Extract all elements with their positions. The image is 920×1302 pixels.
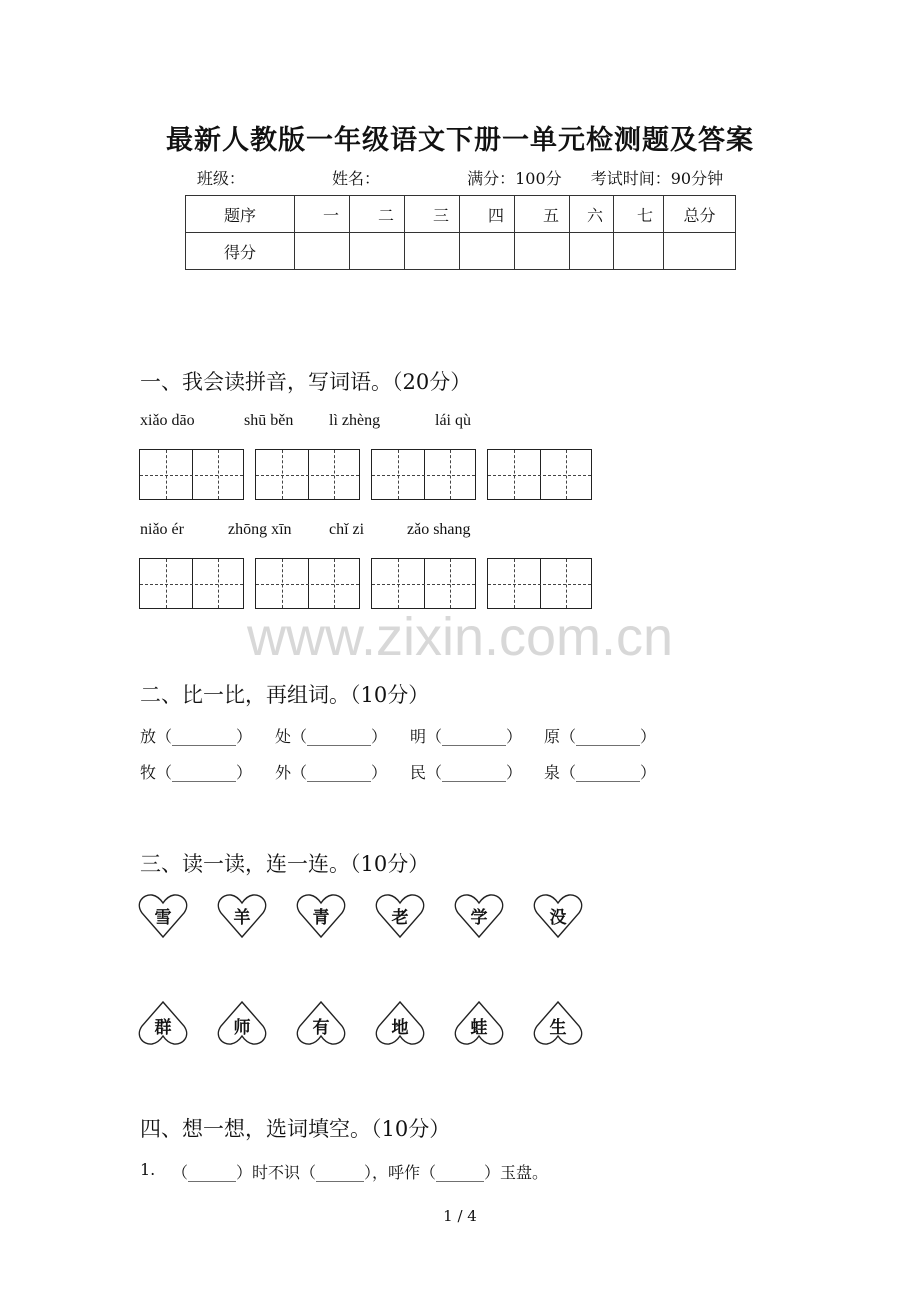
heart-char: 蛙 <box>470 1018 488 1038</box>
score-table <box>185 195 736 270</box>
score-cell[interactable] <box>295 233 350 270</box>
fill-blank-question[interactable]: （______）时不识（______），呼作（______）玉盘。 <box>172 1163 549 1182</box>
heart-char: 青 <box>312 908 330 928</box>
score-cell[interactable] <box>515 233 570 270</box>
writing-grid[interactable] <box>139 449 244 500</box>
heart-char: 雪 <box>154 908 172 928</box>
compare-item[interactable]: 牧（________） <box>140 763 253 782</box>
score-cell[interactable] <box>350 233 405 270</box>
heart-card-top[interactable] <box>533 893 583 939</box>
compare-item[interactable]: 民（________） <box>410 763 523 782</box>
col-3: 三 <box>405 196 460 233</box>
score-cell[interactable] <box>460 233 515 270</box>
page-title: 最新人教版一年级语文下册一单元检测题及答案 <box>166 125 754 156</box>
compare-item[interactable]: 放（________） <box>140 727 253 746</box>
heart-card-top[interactable] <box>217 893 267 939</box>
writing-grid[interactable] <box>371 558 476 609</box>
section3-heading: 三、读一读，连一连。（10分） <box>140 852 430 876</box>
pinyin-label: chǐ zi <box>329 521 365 538</box>
score-table-header-row <box>186 196 736 233</box>
heart-char: 老 <box>391 908 409 928</box>
writing-grid[interactable] <box>255 558 360 609</box>
writing-grid[interactable] <box>255 449 360 500</box>
score-cell[interactable] <box>570 233 614 270</box>
pinyin-label: shū běn <box>244 412 294 429</box>
question-number: 1. <box>140 1160 156 1179</box>
section4-heading: 四、想一想，选词填空。（10分） <box>140 1117 451 1141</box>
pinyin-label: zhōng xīn <box>228 521 292 538</box>
col-6: 六 <box>570 196 614 233</box>
heart-card-bottom[interactable] <box>296 1000 346 1046</box>
class-label: 班级： <box>196 169 245 188</box>
writing-grid[interactable] <box>139 558 244 609</box>
heart-char: 羊 <box>233 908 251 928</box>
pinyin-label: niǎo ér <box>140 521 184 538</box>
writing-grid[interactable] <box>487 558 592 609</box>
col-5: 五 <box>515 196 570 233</box>
score-cell[interactable] <box>614 233 664 270</box>
pinyin-label: lì zhèng <box>329 412 381 429</box>
compare-item[interactable]: 外（________） <box>275 763 388 782</box>
heart-card-top[interactable] <box>375 893 425 939</box>
heart-char: 群 <box>154 1018 172 1038</box>
heart-card-top[interactable] <box>138 893 188 939</box>
full-score: 满分：100分 <box>467 169 562 188</box>
score-cell[interactable] <box>664 233 736 270</box>
heart-card-bottom[interactable] <box>138 1000 188 1046</box>
exam-info <box>0 166 920 189</box>
pinyin-label: xiǎo dāo <box>140 412 195 429</box>
writing-grid[interactable] <box>371 449 476 500</box>
compare-item[interactable]: 明（________） <box>410 727 523 746</box>
heart-card-bottom[interactable] <box>533 1000 583 1046</box>
col-total: 总分 <box>664 196 736 233</box>
col-2: 二 <box>350 196 405 233</box>
heart-card-bottom[interactable] <box>454 1000 504 1046</box>
row-label-order: 题序 <box>186 196 295 233</box>
heart-char: 师 <box>233 1018 251 1038</box>
exam-time: 考试时间：90分钟 <box>590 169 724 188</box>
compare-item[interactable]: 处（________） <box>275 727 388 746</box>
col-1: 一 <box>295 196 350 233</box>
heart-char: 地 <box>391 1018 409 1038</box>
compare-item[interactable]: 原（________） <box>544 727 657 746</box>
section2-heading: 二、比一比，再组词。（10分） <box>140 683 430 707</box>
heart-char: 没 <box>549 908 567 928</box>
pinyin-label: lái qù <box>435 412 471 429</box>
writing-grid[interactable] <box>487 449 592 500</box>
watermark: www.zixin.com.cn <box>246 607 674 667</box>
heart-card-top[interactable] <box>296 893 346 939</box>
heart-char: 学 <box>470 908 488 928</box>
heart-card-top[interactable] <box>454 893 504 939</box>
score-cell[interactable] <box>405 233 460 270</box>
col-4: 四 <box>460 196 515 233</box>
score-table-score-row <box>186 233 736 270</box>
heart-card-bottom[interactable] <box>375 1000 425 1046</box>
compare-item[interactable]: 泉（________） <box>544 763 657 782</box>
heart-char: 生 <box>549 1018 567 1038</box>
name-label: 姓名： <box>331 169 380 188</box>
col-7: 七 <box>614 196 664 233</box>
heart-char: 有 <box>312 1018 330 1038</box>
heart-card-bottom[interactable] <box>217 1000 267 1046</box>
section1-heading: 一、我会读拼音，写词语。（20分） <box>140 370 472 394</box>
row-label-score: 得分 <box>186 233 295 270</box>
page-number: 1 / 4 <box>443 1207 477 1225</box>
pinyin-label: zǎo shang <box>407 521 471 538</box>
